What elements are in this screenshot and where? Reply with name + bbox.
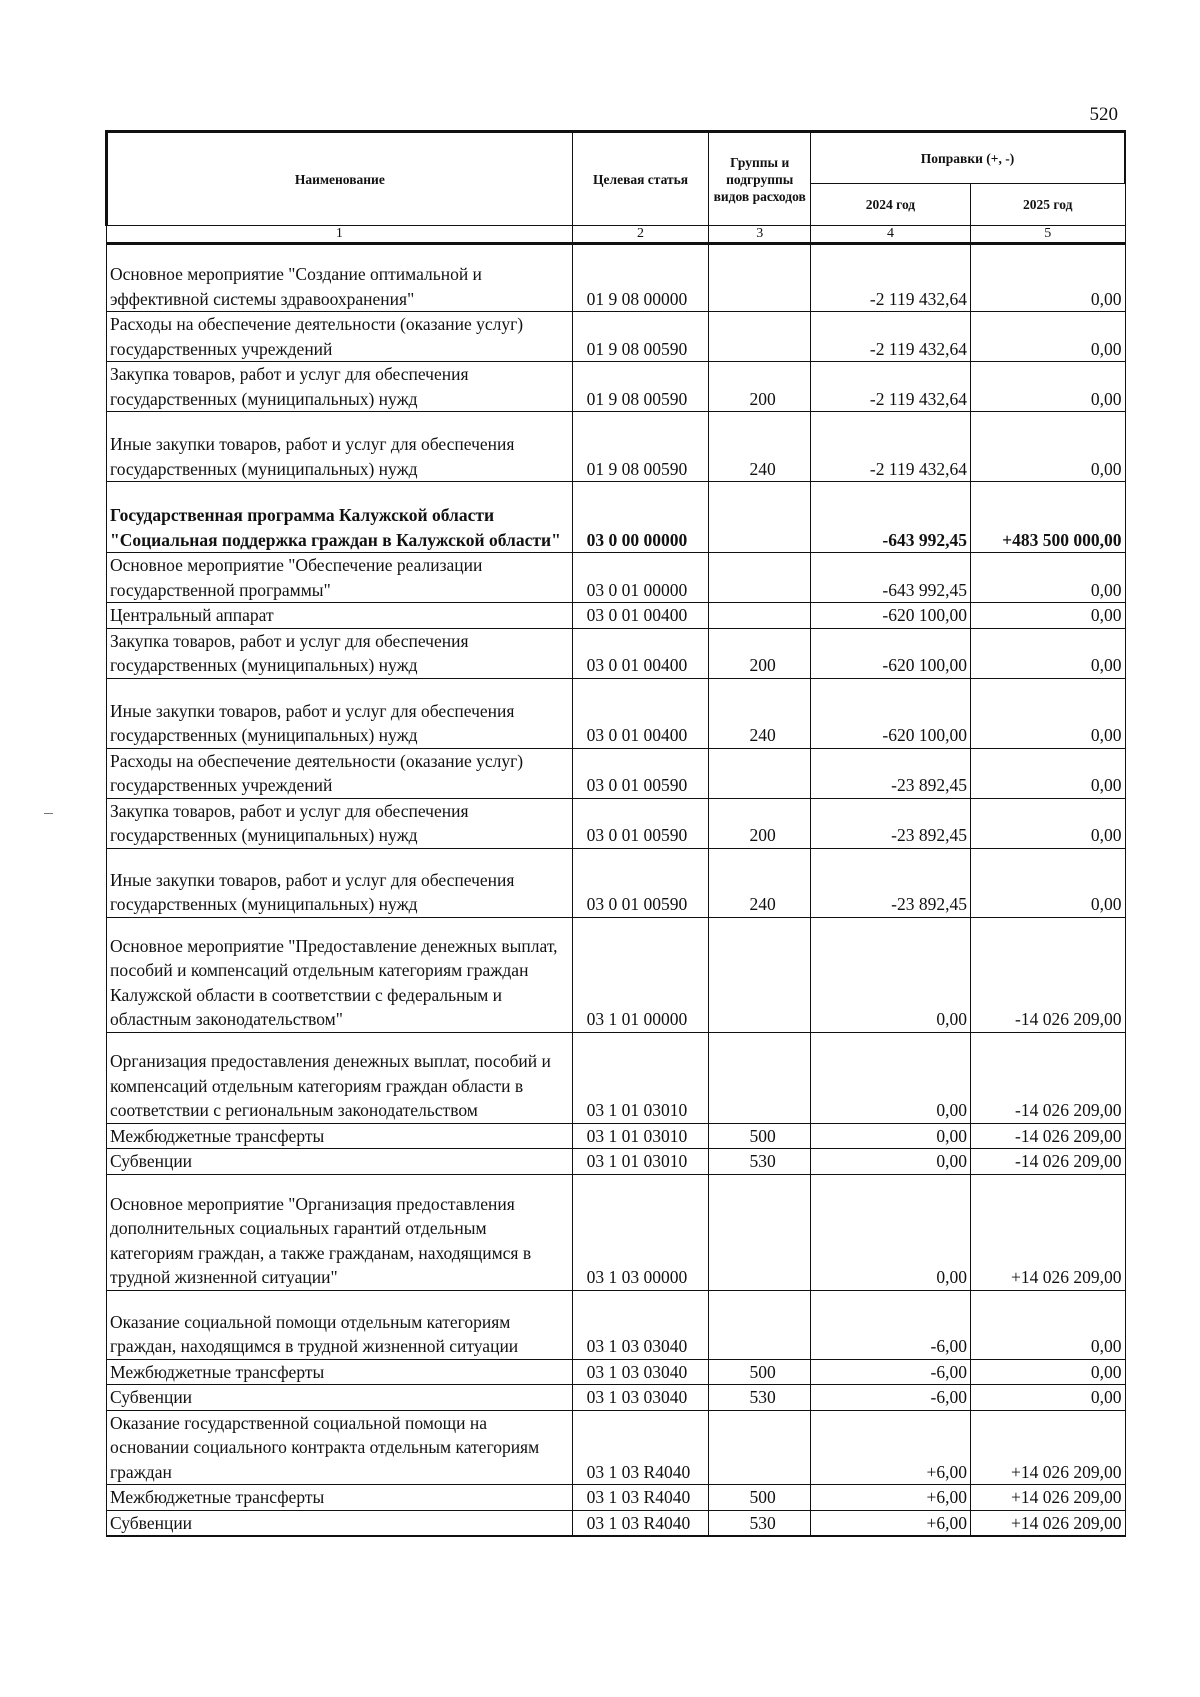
- amount-2024-cell: +6,00: [810, 1410, 970, 1485]
- table-row: [107, 628, 1126, 678]
- target-article-cell: 01 9 08 00000: [572, 244, 709, 312]
- table-row: [107, 1485, 1126, 1511]
- expense-group-cell: [709, 1290, 811, 1359]
- amount-2025-cell: +14 026 209,00: [970, 1174, 1125, 1290]
- row-name-cell: Государственная программа Калужской области "Социальная поддержка граждан в Калужской области": [107, 482, 573, 553]
- amount-2025-cell: 0,00: [970, 748, 1125, 798]
- table-row: [107, 553, 1126, 603]
- amount-2024-cell: 0,00: [810, 1149, 970, 1175]
- expense-group-cell: [709, 553, 811, 603]
- table-row: [107, 1410, 1126, 1485]
- expense-group-cell: [709, 1174, 811, 1290]
- table-row: [107, 1359, 1126, 1385]
- target-article-cell: 03 1 03 R4040: [572, 1510, 709, 1536]
- row-name-cell: Межбюджетные трансферты: [107, 1123, 573, 1149]
- row-name-cell: Закупка товаров, работ и услуг для обеспечения государственных (муниципальных) нужд: [107, 362, 573, 412]
- amount-2024-cell: -2 119 432,64: [810, 412, 970, 482]
- target-article-cell: 03 1 03 03040: [572, 1359, 709, 1385]
- row-name-cell: Закупка товаров, работ и услуг для обеспечения государственных (муниципальных) нужд: [107, 628, 573, 678]
- header-target-article: Целевая статья: [572, 132, 709, 226]
- row-name-cell: Расходы на обеспечение деятельности (оказание услуг) государственных учреждений: [107, 312, 573, 362]
- table-row: [107, 1385, 1126, 1411]
- row-name-cell: Основное мероприятие "Обеспечение реализации государственной программы": [107, 553, 573, 603]
- column-number: 4: [810, 226, 970, 244]
- amount-2024-cell: -23 892,45: [810, 848, 970, 917]
- amount-2024-cell: 0,00: [810, 1032, 970, 1123]
- row-name-cell: Иные закупки товаров, работ и услуг для обеспечения государственных (муниципальных) нужд: [107, 678, 573, 748]
- expense-group-cell: 500: [709, 1123, 811, 1149]
- amount-2025-cell: 0,00: [970, 362, 1125, 412]
- amount-2024-cell: -620 100,00: [810, 628, 970, 678]
- target-article-cell: 03 0 01 00400: [572, 628, 709, 678]
- expense-group-cell: [709, 1032, 811, 1123]
- amount-2025-cell: -14 026 209,00: [970, 1123, 1125, 1149]
- amount-2025-cell: +14 026 209,00: [970, 1485, 1125, 1511]
- amount-2025-cell: +14 026 209,00: [970, 1510, 1125, 1536]
- expense-group-cell: [709, 917, 811, 1032]
- amount-2025-cell: 0,00: [970, 678, 1125, 748]
- row-name-cell: Оказание социальной помощи отдельным категориям граждан, находящимся в трудной жизненной ситуации: [107, 1290, 573, 1359]
- target-article-cell: 03 1 01 03010: [572, 1032, 709, 1123]
- amount-2024-cell: -6,00: [810, 1290, 970, 1359]
- table-row: [107, 1510, 1126, 1536]
- amount-2025-cell: 0,00: [970, 1359, 1125, 1385]
- amount-2024-cell: -620 100,00: [810, 603, 970, 629]
- target-article-cell: 03 0 01 00590: [572, 848, 709, 917]
- table-header: [107, 132, 1126, 244]
- amount-2024-cell: -23 892,45: [810, 798, 970, 848]
- header-expense-groups: Группы и подгруппы видов расходов: [709, 132, 811, 226]
- expense-group-cell: 240: [709, 412, 811, 482]
- table-row: [107, 1032, 1126, 1123]
- target-article-cell: 03 1 01 03010: [572, 1149, 709, 1175]
- table-row: [107, 1174, 1126, 1290]
- amount-2024-cell: -2 119 432,64: [810, 362, 970, 412]
- target-article-cell: 03 0 01 00590: [572, 798, 709, 848]
- header-year-2024: 2024 год: [810, 184, 970, 226]
- target-article-cell: 03 0 01 00400: [572, 603, 709, 629]
- amount-2025-cell: -14 026 209,00: [970, 917, 1125, 1032]
- amount-2024-cell: 0,00: [810, 917, 970, 1032]
- row-name-cell: Иные закупки товаров, работ и услуг для обеспечения государственных (муниципальных) нужд: [107, 848, 573, 917]
- expense-group-cell: 240: [709, 848, 811, 917]
- table-row: [107, 603, 1126, 629]
- scan-artifact-mark: [44, 813, 53, 814]
- amount-2024-cell: -6,00: [810, 1385, 970, 1411]
- table-row: [107, 1290, 1126, 1359]
- expense-group-cell: [709, 603, 811, 629]
- table-row: [107, 848, 1126, 917]
- row-name-cell: Основное мероприятие "Предоставление денежных выплат, пособий и компенсаций отдельным категориям граждан Калужской области в соответствии с федеральным и областным законодательством": [107, 917, 573, 1032]
- amount-2024-cell: -2 119 432,64: [810, 312, 970, 362]
- amount-2024-cell: -2 119 432,64: [810, 244, 970, 312]
- table-row: [107, 412, 1126, 482]
- page-number: 520: [1089, 104, 1118, 125]
- row-name-cell: Основное мероприятие "Создание оптимальной и эффективной системы здравоохранения": [107, 244, 573, 312]
- expense-group-cell: 530: [709, 1510, 811, 1536]
- target-article-cell: 01 9 08 00590: [572, 362, 709, 412]
- table-row: [107, 362, 1126, 412]
- amount-2024-cell: +6,00: [810, 1510, 970, 1536]
- amount-2025-cell: 0,00: [970, 1290, 1125, 1359]
- expense-group-cell: [709, 1410, 811, 1485]
- expense-group-cell: 530: [709, 1385, 811, 1411]
- row-name-cell: Расходы на обеспечение деятельности (оказание услуг) государственных учреждений: [107, 748, 573, 798]
- table-row: [107, 312, 1126, 362]
- amount-2025-cell: 0,00: [970, 798, 1125, 848]
- amount-2025-cell: 0,00: [970, 628, 1125, 678]
- table-body: [107, 244, 1126, 1537]
- row-name-cell: Основное мероприятие "Организация предоставления дополнительных социальных гарантий отдельным категориям граждан, а также гражданам, находящимся в трудной жизненной ситуации": [107, 1174, 573, 1290]
- amount-2024-cell: 0,00: [810, 1174, 970, 1290]
- row-name-cell: Межбюджетные трансферты: [107, 1359, 573, 1385]
- header-year-2025: 2025 год: [970, 184, 1125, 226]
- amount-2025-cell: 0,00: [970, 312, 1125, 362]
- target-article-cell: 03 1 03 03040: [572, 1385, 709, 1411]
- table-row: [107, 678, 1126, 748]
- column-number: 1: [107, 226, 573, 244]
- table-row: [107, 748, 1126, 798]
- row-name-cell: Организация предоставления денежных выплат, пособий и компенсаций отдельным категориям граждан области в соответствии с региональным законодательством: [107, 1032, 573, 1123]
- table-row: [107, 244, 1126, 312]
- target-article-cell: 03 0 01 00400: [572, 678, 709, 748]
- budget-amendments-table: [105, 130, 1126, 1537]
- expense-group-cell: 200: [709, 628, 811, 678]
- amount-2024-cell: -643 992,45: [810, 482, 970, 553]
- table-row: [107, 482, 1126, 553]
- column-number: 3: [709, 226, 811, 244]
- target-article-cell: 01 9 08 00590: [572, 312, 709, 362]
- row-name-cell: Центральный аппарат: [107, 603, 573, 629]
- target-article-cell: 03 1 03 R4040: [572, 1410, 709, 1485]
- amount-2024-cell: -643 992,45: [810, 553, 970, 603]
- column-number: 5: [970, 226, 1125, 244]
- expense-group-cell: 200: [709, 362, 811, 412]
- expense-group-cell: 200: [709, 798, 811, 848]
- table-row: [107, 798, 1126, 848]
- table-row: [107, 1149, 1126, 1175]
- row-name-cell: Оказание государственной социальной помощи на основании социального контракта отдельным категориям граждан: [107, 1410, 573, 1485]
- row-name-cell: Иные закупки товаров, работ и услуг для обеспечения государственных (муниципальных) нужд: [107, 412, 573, 482]
- target-article-cell: 03 1 01 03010: [572, 1123, 709, 1149]
- amount-2024-cell: 0,00: [810, 1123, 970, 1149]
- table-row: [107, 917, 1126, 1032]
- expense-group-cell: 500: [709, 1359, 811, 1385]
- amount-2025-cell: 0,00: [970, 1385, 1125, 1411]
- target-article-cell: 03 0 01 00000: [572, 553, 709, 603]
- amount-2025-cell: -14 026 209,00: [970, 1149, 1125, 1175]
- amount-2024-cell: -620 100,00: [810, 678, 970, 748]
- expense-group-cell: 240: [709, 678, 811, 748]
- amount-2024-cell: +6,00: [810, 1485, 970, 1511]
- amount-2024-cell: -23 892,45: [810, 748, 970, 798]
- target-article-cell: 03 1 01 00000: [572, 917, 709, 1032]
- amount-2025-cell: +14 026 209,00: [970, 1410, 1125, 1485]
- target-article-cell: 03 1 03 03040: [572, 1290, 709, 1359]
- target-article-cell: 03 1 03 R4040: [572, 1485, 709, 1511]
- row-name-cell: Субвенции: [107, 1510, 573, 1536]
- row-name-cell: Субвенции: [107, 1149, 573, 1175]
- target-article-cell: 03 0 01 00590: [572, 748, 709, 798]
- row-name-cell: Закупка товаров, работ и услуг для обеспечения государственных (муниципальных) нужд: [107, 798, 573, 848]
- target-article-cell: 03 1 03 00000: [572, 1174, 709, 1290]
- target-article-cell: 01 9 08 00590: [572, 412, 709, 482]
- amount-2025-cell: 0,00: [970, 412, 1125, 482]
- expense-group-cell: 500: [709, 1485, 811, 1511]
- column-number: 2: [572, 226, 709, 244]
- row-name-cell: Межбюджетные трансферты: [107, 1485, 573, 1511]
- amount-2025-cell: -14 026 209,00: [970, 1032, 1125, 1123]
- target-article-cell: 03 0 00 00000: [572, 482, 709, 553]
- expense-group-cell: [709, 482, 811, 553]
- amount-2025-cell: 0,00: [970, 603, 1125, 629]
- row-name-cell: Субвенции: [107, 1385, 573, 1411]
- expense-group-cell: [709, 312, 811, 362]
- header-amendments: Поправки (+, -): [810, 132, 1125, 184]
- amount-2024-cell: -6,00: [810, 1359, 970, 1385]
- header-name: Наименование: [107, 132, 573, 226]
- expense-group-cell: 530: [709, 1149, 811, 1175]
- amount-2025-cell: 0,00: [970, 244, 1125, 312]
- amount-2025-cell: 0,00: [970, 848, 1125, 917]
- expense-group-cell: [709, 244, 811, 312]
- amount-2025-cell: +483 500 000,00: [970, 482, 1125, 553]
- expense-group-cell: [709, 748, 811, 798]
- amount-2025-cell: 0,00: [970, 553, 1125, 603]
- table-row: [107, 1123, 1126, 1149]
